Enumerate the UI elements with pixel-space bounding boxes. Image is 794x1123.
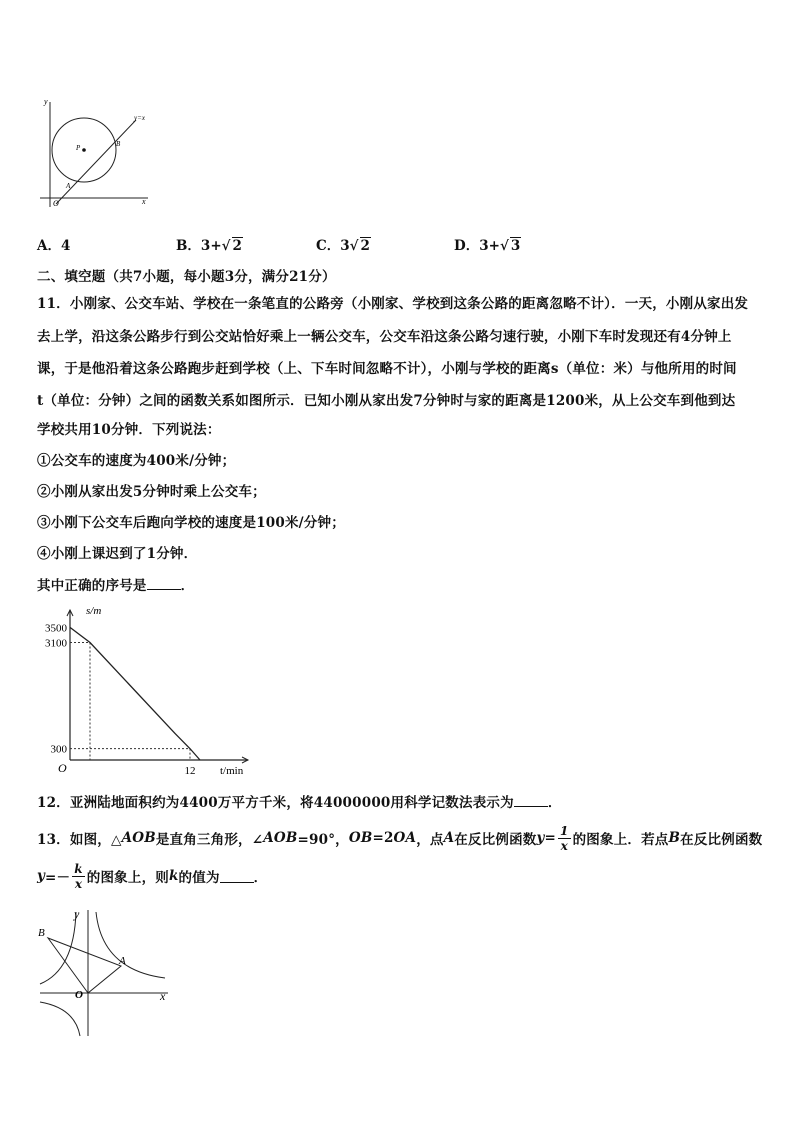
q13-var: AOB xyxy=(121,830,156,846)
option-d[interactable] xyxy=(454,234,521,254)
q11-statement-2: ②小刚从家出发5分钟时乘上公交车； xyxy=(37,484,266,500)
q13-var: k xyxy=(168,868,179,884)
fraction-k-over-x xyxy=(72,862,85,891)
answer-blank[interactable] xyxy=(220,870,254,883)
q13-line-2 xyxy=(37,858,267,894)
fraction-1-over-x xyxy=(558,824,571,853)
q11-ask-text: 其中正确的序号是 xyxy=(37,578,147,594)
q13-var: AOB xyxy=(263,830,298,846)
label-b: B xyxy=(116,140,121,148)
option-c-text: 3 xyxy=(340,238,350,254)
label-y: y xyxy=(74,907,80,921)
figure-circle-line xyxy=(36,92,156,212)
sqrt-icon: √ xyxy=(499,238,509,254)
q11-line-5: 学校共用10分钟．下列说法： xyxy=(37,422,221,438)
hyperbola-q3 xyxy=(40,1002,80,1036)
q11-statement-4: ④小刚上课迟到了1分钟． xyxy=(37,546,198,562)
q13-text: ． xyxy=(253,870,268,886)
q13-text: 13．如图，△ xyxy=(37,832,122,848)
option-d-letter: D． xyxy=(454,238,480,254)
q13-text: 的图象上．若点 xyxy=(572,832,669,848)
fraction-denominator: x xyxy=(560,838,568,853)
fraction-numerator: k xyxy=(74,861,83,876)
q11-line-4: t（单位：分钟）之间的函数关系如图所示．已知小刚从家出发7分钟时与家的距离是1200米，从上公交车到他到达 xyxy=(37,393,736,409)
label-x: x xyxy=(160,989,166,1003)
option-b-radicand: 2 xyxy=(232,238,242,254)
option-a-text: 4 xyxy=(60,238,71,254)
q13-var: OA xyxy=(393,830,417,846)
origin-label: O xyxy=(58,761,67,775)
label-a: A xyxy=(66,182,71,190)
q11-line-1: 11．小刚家、公交车站、学校在一条笔直的公路旁（小刚家、学校到这条公路的距离忽略不计）．一天，小刚从家出发 xyxy=(37,296,749,312)
label-o: O xyxy=(75,989,83,1001)
q12-end: ． xyxy=(547,795,562,811)
y-tick-label-300: 300 xyxy=(50,743,67,756)
q12-text: 12．亚洲陆地面积约为4400万平方千米，将44000000用科学记数法表示为 xyxy=(37,795,514,811)
option-a[interactable] xyxy=(37,234,70,254)
q13-text: = xyxy=(544,830,557,846)
sqrt-icon: √ xyxy=(221,238,231,254)
q13-text: ，点 xyxy=(416,832,444,848)
label-o: O xyxy=(53,199,59,208)
x-tick-label-12: 12 xyxy=(184,765,196,777)
x-axis-label: t/min xyxy=(220,765,244,777)
q13-text: 的值为 xyxy=(178,870,220,886)
q12 xyxy=(37,791,562,811)
y-axis-label: s/m xyxy=(86,605,102,617)
label-b: B xyxy=(38,927,45,939)
y-tick-label-3100: 3100 xyxy=(45,637,67,650)
fraction-denominator: x xyxy=(74,876,83,891)
hyperbola-q1 xyxy=(96,912,165,978)
q13-text: 在反比例函数 xyxy=(680,832,763,848)
q13-text: 在反比例函数 xyxy=(454,832,537,848)
q13-var: y xyxy=(37,868,46,884)
line-y-eq-x xyxy=(56,120,136,204)
q11-ask-end: ． xyxy=(180,578,195,594)
option-c[interactable] xyxy=(316,234,371,254)
q13-var: y xyxy=(536,830,545,846)
fraction-numerator: 1 xyxy=(560,823,569,838)
q13-var: A xyxy=(443,830,455,846)
option-d-text: 3+ xyxy=(479,238,500,254)
q11-line-3: 课，于是他沿着这条公路跑步赶到学校（上、下车时间忽略不计），小刚与学校的距离s（单位：米）与他所用的时间 xyxy=(37,361,737,377)
q13-text: 是直角三角形，∠ xyxy=(155,832,264,848)
option-c-radicand: 2 xyxy=(360,238,370,254)
label-a: A xyxy=(119,955,126,967)
label-p: P xyxy=(76,144,81,152)
figure-hyperbola-triangle xyxy=(30,900,180,1040)
distance-time-chart xyxy=(30,600,260,782)
option-b-text: 3+ xyxy=(200,238,222,254)
q13-var: OB xyxy=(348,830,373,846)
label-y: y xyxy=(44,97,48,106)
triangle-aob xyxy=(48,938,121,993)
q13-text: =2 xyxy=(372,830,394,846)
q13-text: =90°， xyxy=(297,832,349,848)
option-a-letter: A． xyxy=(37,238,61,254)
label-line: y=x xyxy=(134,114,145,122)
q13-var: B xyxy=(668,830,681,846)
option-d-radicand: 3 xyxy=(510,238,521,254)
q13-text: 的图象上，则 xyxy=(86,870,169,886)
q11-line-2: 去上学，沿这条公路步行到公交站恰好乘上一辆公交车，公交车沿这条公路匀速行驶，小刚下车时发现还有4分钟上 xyxy=(37,329,732,345)
q13-text: =－ xyxy=(45,870,71,886)
label-x: x xyxy=(142,197,146,206)
option-b-letter: B． xyxy=(176,238,201,254)
option-b[interactable] xyxy=(176,234,243,254)
sqrt-icon: √ xyxy=(349,238,359,254)
option-c-letter: C． xyxy=(316,238,341,254)
q11-statement-1: ①公交车的速度为400米/分钟； xyxy=(37,453,236,469)
answer-blank[interactable] xyxy=(514,794,548,807)
answer-blank[interactable] xyxy=(147,577,181,590)
y-tick-label-3500: 3500 xyxy=(45,622,67,635)
section-heading: 二、填空题（共7小题，每小题3分，满分21分） xyxy=(37,269,336,285)
point-p xyxy=(82,148,86,152)
hyperbola-q2 xyxy=(40,912,76,984)
q11-ask xyxy=(37,574,194,594)
q13-line-1 xyxy=(37,820,762,856)
q11-statement-3: ③小刚下公交车后跑向学校的速度是100米/分钟； xyxy=(37,515,345,531)
